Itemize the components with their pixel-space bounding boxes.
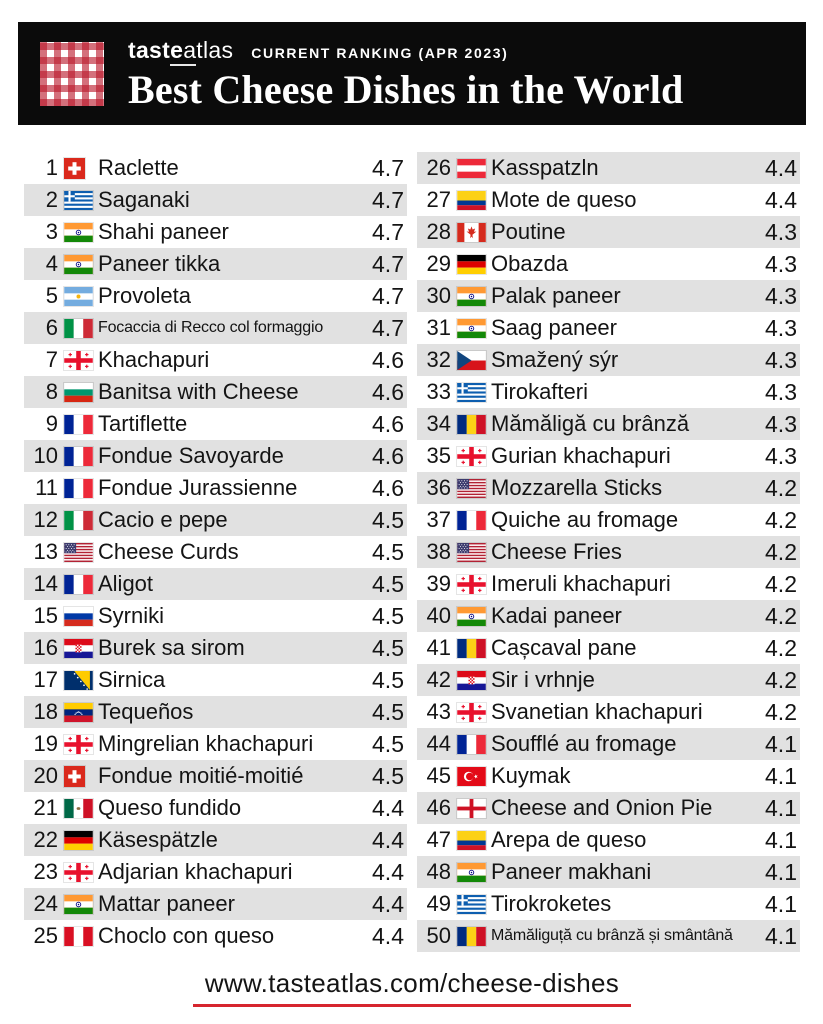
rank-number: 35 <box>426 443 451 468</box>
rating-value: 4.3 <box>765 411 797 437</box>
rating-value: 4.2 <box>765 667 797 693</box>
dish-name: Mozzarella Sticks <box>491 475 663 500</box>
dish-name: Adjarian khachapuri <box>98 859 293 884</box>
rank-number: 1 <box>45 155 58 180</box>
colombia-flag-icon <box>457 189 487 211</box>
romania-flag-icon <box>457 637 487 659</box>
rank-number: 43 <box>426 699 451 724</box>
rank-number: 13 <box>33 539 58 564</box>
rating-value: 4.7 <box>372 219 404 245</box>
rating-value: 4.7 <box>372 155 404 181</box>
dish-name: Focaccia di Recco col formaggio <box>98 319 324 336</box>
ranking-list-item <box>417 408 800 440</box>
ranking-list-item <box>24 344 407 376</box>
dish-name: Choclo con queso <box>98 923 275 948</box>
dish-name: Cacio e pepe <box>98 507 228 532</box>
croatia-flag-icon <box>64 637 94 659</box>
rating-value: 4.2 <box>765 603 797 629</box>
rank-number: 31 <box>426 315 451 340</box>
ranking-list-item <box>24 152 407 184</box>
dish-name: Saag paneer <box>491 315 617 340</box>
dish-name: Arepa de queso <box>491 827 647 852</box>
dish-name: Queso fundido <box>98 795 242 820</box>
rank-number: 45 <box>426 763 451 788</box>
header-text <box>128 37 683 111</box>
rank-number: 15 <box>33 603 58 628</box>
rating-value: 4.4 <box>372 923 404 949</box>
rank-number: 40 <box>426 603 451 628</box>
ranking-list-item <box>24 408 407 440</box>
romania-flag-icon <box>457 925 487 947</box>
rating-value: 4.2 <box>765 507 797 533</box>
ranking-list-item <box>24 568 407 600</box>
dish-name: Paneer makhani <box>491 859 652 884</box>
rating-value: 4.6 <box>372 347 404 373</box>
rank-number: 41 <box>426 635 451 660</box>
greece-flag-icon <box>64 189 94 211</box>
rank-number: 44 <box>426 731 451 756</box>
rank-number: 2 <box>45 187 58 212</box>
rating-value: 4.6 <box>372 475 404 501</box>
switzerland-flag-icon <box>64 765 94 787</box>
dish-name: Tirokroketes <box>491 891 612 916</box>
rank-number: 39 <box>426 571 451 596</box>
rating-value: 4.6 <box>372 443 404 469</box>
italy-flag-icon <box>64 317 94 339</box>
rating-value: 4.4 <box>372 795 404 821</box>
rating-value: 4.5 <box>372 539 404 565</box>
dish-name: Obazda <box>491 251 569 276</box>
dish-name: Fondue Jurassienne <box>98 475 298 500</box>
dish-name: Tequeños <box>98 699 194 724</box>
rating-value: 4.4 <box>765 155 797 181</box>
rank-number: 12 <box>33 507 58 532</box>
georgia-flag-icon <box>64 861 94 883</box>
switzerland-flag-icon <box>64 157 94 179</box>
dish-name: Mattar paneer <box>98 891 235 916</box>
germany-flag-icon <box>64 829 94 851</box>
rank-number: 34 <box>426 411 451 436</box>
rank-number: 29 <box>426 251 451 276</box>
rank-number: 6 <box>45 315 58 340</box>
dish-name: Burek sa sirom <box>98 635 245 660</box>
footer-url-link[interactable]: www.tasteatlas.com/cheese-dishes <box>193 968 631 1007</box>
france-flag-icon <box>64 445 94 467</box>
rating-value: 4.2 <box>765 571 797 597</box>
india-flag-icon <box>64 253 94 275</box>
rating-value: 4.5 <box>372 635 404 661</box>
rank-number: 50 <box>426 923 451 948</box>
ranking-column-left <box>24 152 407 952</box>
dish-name: Tirokafteri <box>491 379 588 404</box>
rank-number: 19 <box>33 731 58 756</box>
romania-flag-icon <box>457 413 487 435</box>
ranking-list-item <box>24 920 407 952</box>
dish-name: Raclette <box>98 155 179 180</box>
dish-name: Soufflé au fromage <box>491 731 677 756</box>
ranking-list-item <box>417 216 800 248</box>
rating-value: 4.2 <box>765 635 797 661</box>
rating-value: 4.1 <box>765 795 797 821</box>
ranking-list-item <box>417 600 800 632</box>
rank-number: 3 <box>45 219 58 244</box>
dish-name: Mingrelian khachapuri <box>98 731 314 756</box>
turkey-flag-icon <box>457 765 487 787</box>
ranking-list-item <box>417 696 800 728</box>
rank-number: 36 <box>426 475 451 500</box>
georgia-flag-icon <box>457 445 487 467</box>
ranking-column-right <box>417 152 800 952</box>
rating-value: 4.5 <box>372 603 404 629</box>
ranking-list-item <box>24 248 407 280</box>
header-banner <box>18 22 806 125</box>
rating-value: 4.1 <box>765 827 797 853</box>
georgia-flag-icon <box>64 349 94 371</box>
ranking-list-item <box>24 600 407 632</box>
dish-name: Fondue Savoyarde <box>98 443 284 468</box>
dish-name: Paneer tikka <box>98 251 221 276</box>
rating-value: 4.3 <box>765 379 797 405</box>
ranking-list-item <box>417 536 800 568</box>
india-flag-icon <box>457 861 487 883</box>
rating-value: 4.3 <box>765 347 797 373</box>
dish-name: Cheese Curds <box>98 539 239 564</box>
rank-number: 47 <box>426 827 451 852</box>
ranking-list-item <box>417 312 800 344</box>
rating-value: 4.3 <box>765 219 797 245</box>
rating-value: 4.1 <box>765 731 797 757</box>
ranking-list <box>18 152 806 952</box>
dish-name: Tartiflette <box>98 411 188 436</box>
rating-value: 4.4 <box>372 859 404 885</box>
france-flag-icon <box>64 573 94 595</box>
greece-flag-icon <box>457 381 487 403</box>
ranking-list-item <box>417 824 800 856</box>
rating-value: 4.5 <box>372 507 404 533</box>
usa-flag-icon <box>457 477 487 499</box>
dish-name: Gurian khachapuri <box>491 443 671 468</box>
ranking-list-item <box>417 632 800 664</box>
rating-value: 4.4 <box>765 187 797 213</box>
czechia-flag-icon <box>457 349 487 371</box>
rank-number: 4 <box>45 251 58 276</box>
rank-number: 46 <box>426 795 451 820</box>
rank-number: 27 <box>426 187 451 212</box>
bosnia-herzegovina-flag-icon <box>64 669 94 691</box>
rating-value: 4.3 <box>765 315 797 341</box>
venezuela-flag-icon <box>64 701 94 723</box>
rating-value: 4.2 <box>765 475 797 501</box>
france-flag-icon <box>64 413 94 435</box>
ranking-list-item <box>417 760 800 792</box>
ranking-list-item <box>24 216 407 248</box>
dish-name: Smažený sýr <box>491 347 619 372</box>
georgia-flag-icon <box>457 573 487 595</box>
rank-number: 42 <box>426 667 451 692</box>
mexico-flag-icon <box>64 797 94 819</box>
germany-flag-icon <box>457 253 487 275</box>
ranking-list-item <box>417 440 800 472</box>
usa-flag-icon <box>64 541 94 563</box>
rating-value: 4.7 <box>372 187 404 213</box>
rating-value: 4.1 <box>765 891 797 917</box>
ranking-list-item <box>417 472 800 504</box>
croatia-flag-icon <box>457 669 487 691</box>
rank-number: 18 <box>33 699 58 724</box>
russia-flag-icon <box>64 605 94 627</box>
rank-number: 25 <box>33 923 58 948</box>
rank-number: 48 <box>426 859 451 884</box>
ranking-list-item <box>417 376 800 408</box>
rank-number: 7 <box>45 347 58 372</box>
ranking-list-item <box>417 504 800 536</box>
dish-name: Kasspatzln <box>491 155 599 180</box>
rating-value: 4.2 <box>765 539 797 565</box>
wordmark-part: e <box>170 37 183 66</box>
ranking-list-item <box>24 504 407 536</box>
bulgaria-flag-icon <box>64 381 94 403</box>
dish-name: Palak paneer <box>491 283 621 308</box>
dish-name: Banitsa with Cheese <box>98 379 299 404</box>
ranking-list-item <box>24 472 407 504</box>
italy-flag-icon <box>64 509 94 531</box>
dish-name: Cheese Fries <box>491 539 622 564</box>
ranking-list-item <box>24 184 407 216</box>
dish-name: Cașcaval pane <box>491 635 637 660</box>
ranking-label: CURRENT RANKING (APR 2023) <box>251 44 509 61</box>
rank-number: 20 <box>33 763 58 788</box>
rating-value: 4.4 <box>372 827 404 853</box>
ranking-list-item <box>24 760 407 792</box>
georgia-flag-icon <box>64 733 94 755</box>
brand-line <box>128 37 683 64</box>
peru-flag-icon <box>64 925 94 947</box>
rating-value: 4.1 <box>765 763 797 789</box>
ranking-list-item <box>24 536 407 568</box>
rank-number: 38 <box>426 539 451 564</box>
dish-name: Poutine <box>491 219 566 244</box>
dish-name: Cheese and Onion Pie <box>491 795 713 820</box>
dish-name: Shahi paneer <box>98 219 229 244</box>
rating-value: 4.5 <box>372 731 404 757</box>
wordmark-part: tlas <box>196 36 234 63</box>
rank-number: 24 <box>33 891 58 916</box>
dish-name: Khachapuri <box>98 347 210 372</box>
rank-number: 28 <box>426 219 451 244</box>
rank-number: 26 <box>426 155 451 180</box>
tasteatlas-gingham-logo-icon <box>40 42 104 106</box>
rating-value: 4.5 <box>372 699 404 725</box>
rating-value: 4.5 <box>372 667 404 693</box>
england-flag-icon <box>457 797 487 819</box>
dish-name: Mămăliguță cu brânză și smântână <box>491 927 733 944</box>
dish-name: Sirnica <box>98 667 166 692</box>
footer <box>18 968 806 1007</box>
rating-value: 4.7 <box>372 283 404 309</box>
ranking-list-item <box>24 376 407 408</box>
ranking-list-item <box>417 152 800 184</box>
ranking-list-item <box>24 632 407 664</box>
dish-name: Svanetian khachapuri <box>491 699 703 724</box>
ranking-list-item <box>417 344 800 376</box>
ranking-list-item <box>417 664 800 696</box>
dish-name: Kuymak <box>491 763 571 788</box>
rating-value: 4.3 <box>765 251 797 277</box>
colombia-flag-icon <box>457 829 487 851</box>
canada-flag-icon <box>457 221 487 243</box>
rating-value: 4.6 <box>372 411 404 437</box>
rank-number: 30 <box>426 283 451 308</box>
dish-name: Quiche au fromage <box>491 507 679 532</box>
ranking-list-item <box>417 184 800 216</box>
greece-flag-icon <box>457 893 487 915</box>
ranking-list-item <box>417 920 800 952</box>
rank-number: 11 <box>35 475 58 500</box>
ranking-list-item <box>24 664 407 696</box>
page-title: Best Cheese Dishes in the World <box>128 66 684 112</box>
ranking-list-item <box>417 792 800 824</box>
rank-number: 9 <box>45 411 58 436</box>
dish-name: Käsespätzle <box>98 827 218 852</box>
ranking-list-item <box>24 440 407 472</box>
argentina-flag-icon <box>64 285 94 307</box>
dish-name: Kadai paneer <box>491 603 622 628</box>
dish-name: Provoleta <box>98 283 191 308</box>
ranking-list-item <box>24 280 407 312</box>
rank-number: 32 <box>426 347 451 372</box>
ranking-list-item <box>417 248 800 280</box>
usa-flag-icon <box>457 541 487 563</box>
ranking-list-item <box>24 792 407 824</box>
india-flag-icon <box>457 285 487 307</box>
dish-name: Saganaki <box>98 187 190 212</box>
ranking-list-item <box>24 856 407 888</box>
rating-value: 4.2 <box>765 699 797 725</box>
ranking-list-item <box>417 728 800 760</box>
dish-name: Syrniki <box>98 603 165 628</box>
dish-name: Imeruli khachapuri <box>491 571 671 596</box>
india-flag-icon <box>457 317 487 339</box>
georgia-flag-icon <box>457 701 487 723</box>
india-flag-icon <box>457 605 487 627</box>
rating-value: 4.1 <box>765 923 797 949</box>
india-flag-icon <box>64 893 94 915</box>
rating-value: 4.7 <box>372 315 404 341</box>
dish-name: Sir i vrhnje <box>491 667 595 692</box>
rating-value: 4.3 <box>765 443 797 469</box>
rating-value: 4.7 <box>372 251 404 277</box>
dish-name: Fondue moitié-moitié <box>98 763 304 788</box>
france-flag-icon <box>457 733 487 755</box>
rating-value: 4.1 <box>765 859 797 885</box>
rank-number: 33 <box>426 379 451 404</box>
rating-value: 4.6 <box>372 379 404 405</box>
india-flag-icon <box>64 221 94 243</box>
rating-value: 4.3 <box>765 283 797 309</box>
ranking-list-item <box>417 888 800 920</box>
wordmark-part: a <box>183 37 196 66</box>
ranking-list-item <box>24 312 407 344</box>
rank-number: 17 <box>33 667 58 692</box>
wordmark-part: tast <box>128 36 171 63</box>
ranking-list-item <box>24 728 407 760</box>
rank-number: 49 <box>426 891 451 916</box>
rank-number: 14 <box>33 571 58 596</box>
dish-name: Mote de queso <box>491 187 637 212</box>
ranking-list-item <box>417 856 800 888</box>
ranking-list-item <box>417 568 800 600</box>
ranking-list-item <box>417 280 800 312</box>
rank-number: 8 <box>45 379 58 404</box>
rating-value: 4.5 <box>372 763 404 789</box>
tasteatlas-wordmark <box>128 37 233 64</box>
rank-number: 5 <box>45 283 58 308</box>
dish-name: Aligot <box>98 571 154 596</box>
dish-name: Mămăligă cu brânză <box>491 411 690 436</box>
rank-number: 10 <box>33 443 58 468</box>
rating-value: 4.4 <box>372 891 404 917</box>
rank-number: 16 <box>33 635 58 660</box>
rank-number: 23 <box>33 859 58 884</box>
rank-number: 21 <box>33 795 58 820</box>
austria-flag-icon <box>457 157 487 179</box>
rating-value: 4.5 <box>372 571 404 597</box>
france-flag-icon <box>64 477 94 499</box>
ranking-list-item <box>24 824 407 856</box>
rank-number: 37 <box>426 507 451 532</box>
france-flag-icon <box>457 509 487 531</box>
ranking-list-item <box>24 696 407 728</box>
ranking-list-item <box>24 888 407 920</box>
rank-number: 22 <box>33 827 58 852</box>
